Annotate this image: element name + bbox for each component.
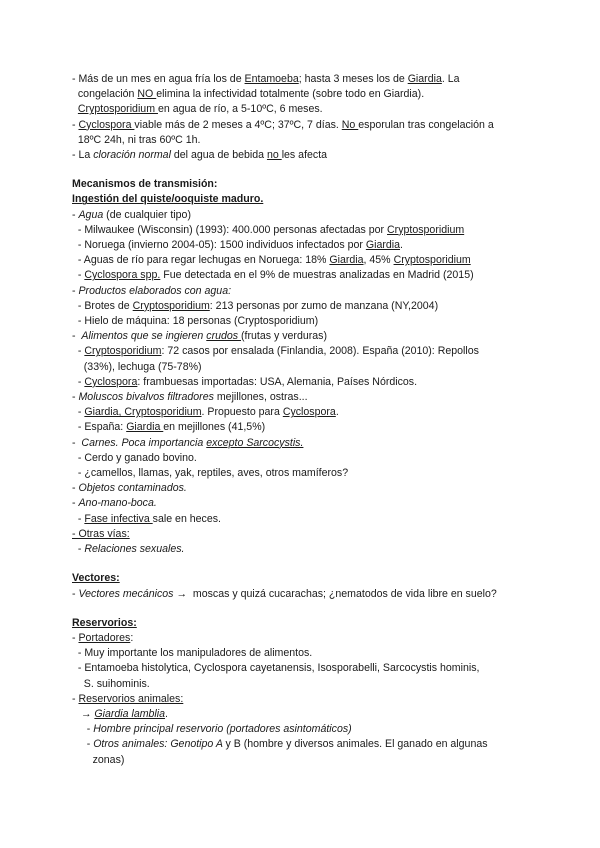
text-run: Cyclospora spp. (84, 269, 161, 282)
text-run: - Otras vías: (72, 527, 130, 540)
text-run: Portadores (78, 631, 131, 644)
text-line (72, 542, 542, 557)
text-run: elimina la infectividad totalmente (sobre todo en Giardia). (156, 88, 425, 101)
text-run: - (72, 208, 79, 221)
text-run: - Muy importante los manipuladores de alimentos. (72, 647, 313, 660)
text-line (72, 375, 542, 390)
text-run: - (72, 391, 79, 404)
text-run: - La (72, 149, 94, 162)
text-run: : (130, 631, 134, 644)
text-line (72, 87, 542, 102)
text-line (72, 238, 542, 253)
text-run: ; hasta 3 meses los de (298, 73, 408, 85)
text-run: : 213 personas por zumo de manzana (NY,2004) (209, 299, 439, 312)
text-run: - Noruega (invierno 2004-05): 1500 individuos infectados por (72, 239, 366, 252)
text-line (72, 646, 542, 661)
text-run: Objetos contaminados. (78, 482, 187, 495)
text-run: Fase infectiva (84, 512, 153, 525)
text-line (72, 299, 542, 314)
text-run: - (72, 436, 82, 449)
text-run: moscas y quizá cucarachas; ¿nematodos de vida libre en suelo? (189, 587, 497, 600)
text-line (72, 707, 542, 722)
text-line (72, 481, 542, 496)
text-run: en agua de río, a 5-10ºC, 6 meses. (157, 103, 323, 116)
text-line (72, 133, 542, 148)
text-line (72, 314, 542, 329)
text-run: S. suihominis. (72, 677, 150, 690)
text-run: . (165, 707, 168, 720)
text-run: en mejillones (41,5%) (163, 421, 266, 434)
text-run: Entamoeba (244, 73, 299, 85)
paragraph-gap (72, 602, 542, 616)
text-run: - (72, 587, 79, 600)
text-line (72, 466, 542, 481)
text-run: Ingestión del quiste/ooquiste maduro. (72, 193, 264, 206)
text-run: excepto Sarcocystis. (206, 436, 304, 449)
text-run: Giardia lamblia (94, 707, 166, 720)
text-run: Giardia (126, 421, 164, 434)
text-line (72, 118, 542, 133)
text-run: y B (hombre y diversos animales. El ganado en algunas (225, 738, 488, 751)
paragraph-gap (72, 557, 542, 571)
text-line (72, 420, 542, 435)
text-run: . (335, 406, 339, 419)
text-line (72, 268, 542, 283)
text-run: no (266, 149, 282, 162)
text-line (72, 451, 542, 466)
text-run: Cryptosporidium (132, 299, 210, 312)
text-run: - (72, 330, 82, 343)
paragraph-gap (72, 163, 542, 177)
text-run: esporulan tras congelación a (358, 118, 494, 131)
text-run: - Más de un mes en agua fría los de (72, 73, 245, 85)
text-run: Reservorios animales: (78, 692, 184, 705)
text-run: : frambuesas importadas: USA, Alemania, Países Nórdicos. (137, 375, 418, 388)
text-line (72, 208, 542, 223)
text-run: crudos (206, 330, 242, 343)
text-run: (frutas y verduras) (241, 330, 327, 343)
text-run: Ano-mano-boca. (78, 497, 157, 510)
text-line (72, 436, 542, 451)
text-line (72, 177, 542, 192)
text-run: - (72, 118, 79, 131)
text-run: → (72, 707, 95, 720)
text-line (72, 405, 542, 420)
text-run: Cyclospora (84, 375, 138, 388)
text-run: 18ºC 24h, ni tras 60ºC 1h. (72, 133, 201, 146)
text-run: - (72, 345, 85, 358)
text-run: Giardia, Cryptosporidium (84, 406, 202, 419)
text-run: Giardia (329, 254, 364, 267)
text-run: viable más de 2 meses a 4ºC; 37ºC, 7 días. (134, 118, 342, 131)
text-run: - ¿camellos, llamas, yak, reptiles, aves, otros mamíferos? (72, 467, 349, 480)
text-line (72, 390, 542, 405)
text-run: . La (441, 73, 460, 85)
text-run: - Milwaukee (Wisconsin) (1993): 400.000 personas afectadas por (72, 223, 388, 236)
text-run: zonas) (72, 753, 125, 766)
text-line (72, 631, 542, 646)
text-run: - (72, 406, 85, 419)
text-run: - (72, 269, 85, 282)
text-run: - (72, 497, 79, 510)
text-line (72, 329, 542, 344)
text-line (72, 753, 542, 768)
text-line (72, 722, 542, 737)
text-line (72, 102, 542, 117)
text-run: Vectores mecánicos → (78, 587, 190, 600)
text-run: Vectores: (72, 572, 120, 585)
text-run: - (72, 512, 85, 525)
text-run: Mecanismos de transmisión: (72, 178, 218, 191)
text-line (72, 737, 542, 752)
text-line (72, 284, 542, 299)
text-run: No (341, 118, 359, 131)
text-run: - (72, 631, 79, 644)
text-run: . (400, 239, 403, 252)
text-run: - (72, 723, 94, 736)
text-run: (33%), lechuga (75-78%) (72, 360, 202, 373)
text-run: - Brotes de (72, 299, 133, 312)
text-line (72, 496, 542, 511)
text-run: mejillones, ostras... (216, 391, 308, 404)
text-run: les afecta (281, 149, 328, 162)
text-run: Carnes. Poca importancia (81, 436, 207, 449)
text-run: - (72, 543, 85, 556)
text-line (72, 360, 542, 375)
text-run: congelación (72, 88, 138, 101)
text-line (72, 512, 542, 527)
text-line (72, 344, 542, 359)
text-run: - (72, 375, 85, 388)
text-line (72, 148, 542, 163)
text-run: Giardia (407, 73, 442, 85)
text-line (72, 587, 542, 602)
text-run: , 45% (363, 254, 394, 267)
text-run: (de cualquier tipo) (103, 208, 191, 221)
text-run: Cryptosporidium (393, 254, 471, 267)
text-run: - España: (72, 421, 127, 434)
text-line (72, 192, 542, 207)
text-run: - (72, 692, 79, 705)
text-run: - (72, 738, 94, 751)
text-run: Cyclospora (78, 118, 135, 131)
text-run: Fue detectada en el 9% de muestras analizadas en Madrid (2015) (160, 269, 474, 282)
text-run: Reservorios: (72, 616, 137, 629)
text-run: NO (137, 88, 157, 101)
text-run: - (72, 284, 79, 297)
text-line (72, 571, 542, 586)
text-run: . Propuesto para (201, 406, 283, 419)
text-line (72, 661, 542, 676)
text-run: Productos elaborados con agua: (78, 284, 232, 297)
document-page (72, 72, 542, 768)
text-line (72, 692, 542, 707)
text-line (72, 253, 542, 268)
text-line (72, 527, 542, 542)
text-line (72, 72, 542, 87)
text-run: Relaciones sexuales. (84, 543, 185, 556)
text-run: - Aguas de río para regar lechugas en Noruega: 18% (72, 254, 330, 267)
text-run: Otros animales: Genotipo A (93, 738, 226, 751)
text-run: Giardia (365, 239, 401, 252)
text-run: Cryptosporidium (77, 103, 158, 116)
text-line (72, 616, 542, 631)
text-run: - Entamoeba histolytica, Cyclospora cayetanensis, Isosporabelli, Sarcocystis hominis, (72, 662, 480, 675)
text-line (72, 677, 542, 692)
text-run: Cryptosporidium (387, 223, 465, 236)
text-run: Alimentos que se ingieren (81, 330, 207, 343)
text-run: - Cerdo y ganado bovino. (72, 451, 197, 464)
text-run: - Hielo de máquina: 18 personas (Cryptosporidium) (72, 315, 319, 328)
text-run: cloración normal (93, 149, 174, 162)
text-run: Cyclospora (282, 406, 336, 419)
text-run: - (72, 482, 79, 495)
text-run: sale en heces. (152, 512, 221, 525)
text-run: Cryptosporidium (84, 345, 162, 358)
text-run: Hombre principal reservorio (portadores asintomáticos) (93, 723, 352, 736)
text-run: del agua de bebida (173, 149, 267, 162)
text-line (72, 223, 542, 238)
text-run: : 72 casos por ensalada (Finlandia, 2008). España (2010): Repollos (161, 345, 479, 358)
text-run: Agua (78, 208, 104, 221)
text-run: Moluscos bivalvos filtradores (78, 391, 217, 404)
